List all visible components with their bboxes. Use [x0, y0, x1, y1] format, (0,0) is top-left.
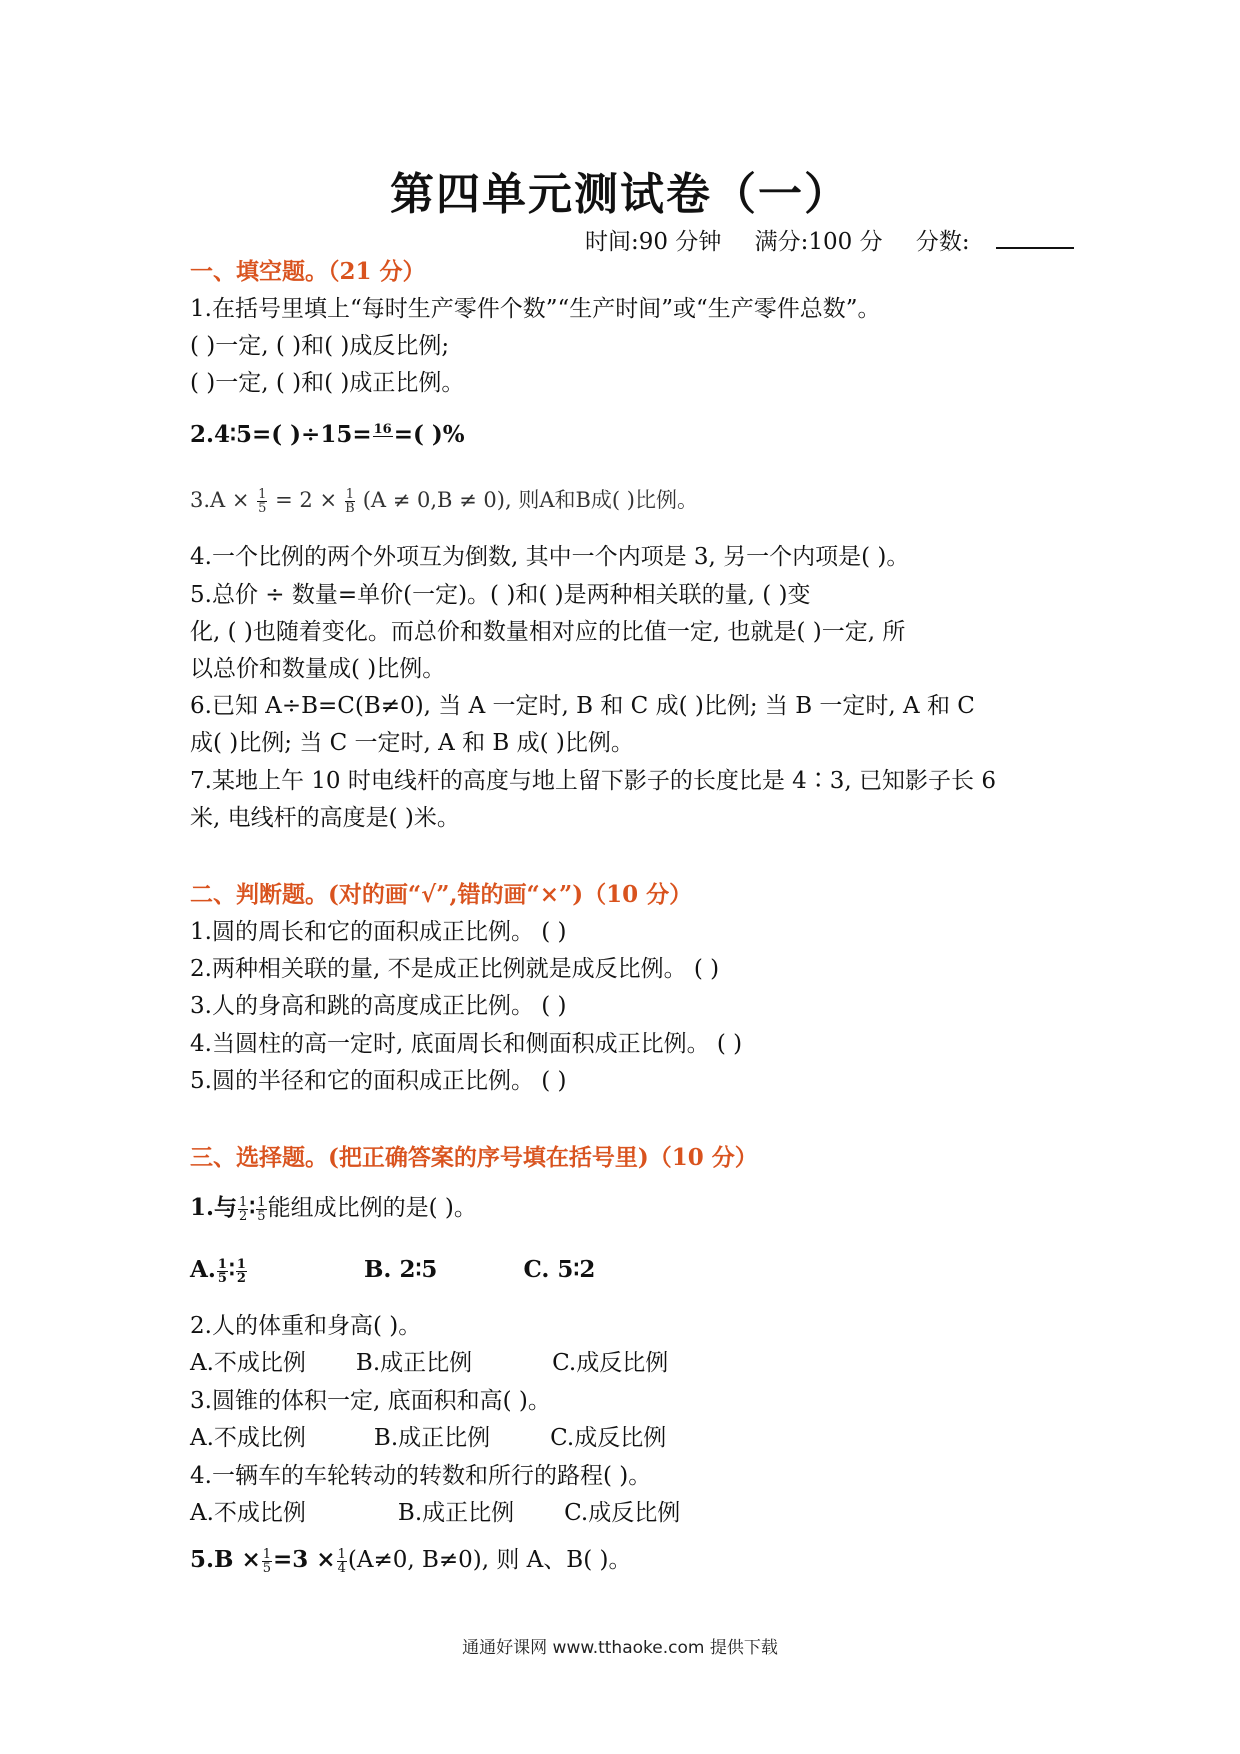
s3-q4-optA: A.不成比例: [190, 1500, 306, 1526]
s2-item: 5.圆的半径和它的面积成正比例。 ( ): [190, 1068, 567, 1094]
exam-score-label: 分数:: [915, 229, 970, 255]
s1-q3-b: = 2 ×: [275, 488, 338, 512]
score-blank: [996, 227, 1074, 249]
s3-q1-optA-frac1-num: 1: [217, 1256, 227, 1272]
s2-item: 1.圆的周长和它的面积成正比例。 ( ): [190, 919, 567, 945]
s1-q2: [190, 420, 465, 450]
s3-q2-optB: B.成正比例: [355, 1350, 473, 1376]
s3-q1-optA-frac1-den: 5: [217, 1270, 227, 1286]
page-title: 第四单元测试卷（一）: [390, 169, 850, 220]
s3-q1: [190, 1193, 477, 1223]
s1-q5-l3: 以总价和数量成( )比例。: [190, 656, 446, 682]
s1-q7-l2: 米, 电线杆的高度是( )米。: [190, 805, 460, 831]
s1-q3-frac2: [345, 488, 355, 515]
s3-q1-frac1-den: 2: [239, 1208, 248, 1224]
s3-q1-frac2-num: 1: [257, 1194, 266, 1210]
s1-q2-post: =( )%: [393, 421, 465, 448]
section1-heading: 一、填空题。（21 分）: [190, 258, 426, 285]
s1-q2-fraction: [373, 423, 393, 450]
s3-q5-mid: =3 ×: [273, 1546, 336, 1573]
s1-q4: 4.一个比例的两个外项互为倒数, 其中一个内项是 3, 另一个内项是( )。: [190, 544, 910, 570]
s3-q5-frac2: [337, 1548, 347, 1575]
exam-full-score: 满分:100 分: [754, 229, 883, 255]
s1-q6-l1: 6.已知 A÷B=C(B≠0), 当 A 一定时, B 和 C 成( )比例; 当 B 一定时, A 和 C: [190, 693, 975, 719]
s3-q4-options: [190, 1498, 680, 1528]
s3-q4-optC: C.成反比例: [564, 1500, 681, 1526]
s3-q1-frac2: [256, 1196, 266, 1223]
s1-q1-line2: ( )一定, ( )和( )成正比例。: [190, 370, 465, 396]
s1-q3-frac2-num: 1: [345, 487, 355, 502]
exam-time: 时间:90 分钟: [585, 229, 722, 255]
s2-item: 2.两种相关联的量, 不是成正比例就是成反比例。 ( ): [190, 956, 720, 982]
s1-q6-l2: 成( )比例; 当 C 一定时, A 和 B 成( )比例。: [190, 730, 634, 756]
s3-q5-frac2-den: 4: [337, 1560, 346, 1576]
s3-q2-optC: C.成反比例: [552, 1350, 669, 1376]
s1-q3-frac2-den: B: [345, 501, 355, 516]
s3-q5-post: (A≠0, B≠0), 则 A、B( )。: [347, 1547, 632, 1573]
s3-q4-optB: B.成正比例: [397, 1500, 515, 1526]
s1-q3-frac1-num: 1: [258, 487, 267, 502]
s3-q4: 4.一辆车的车轮转动的转数和所行的路程( )。: [190, 1463, 652, 1489]
exam-meta: [585, 223, 1074, 256]
s3-q1-optB: B. 2∶5: [363, 1256, 438, 1283]
s1-q3-frac1-den: 5: [258, 501, 267, 516]
s3-q5-frac1: [262, 1548, 272, 1575]
s3-q3-optA: A.不成比例: [190, 1425, 306, 1451]
section2-heading: 二、判断题。(对的画“√”,错的画“×”)（10 分）: [190, 881, 693, 908]
s3-q5: [190, 1545, 631, 1575]
s3-q3-optC: C.成反比例: [550, 1425, 667, 1451]
s3-q3: 3.圆锥的体积一定, 底面积和高( )。: [190, 1388, 551, 1414]
s3-q1-frac2-den: 5: [257, 1208, 266, 1224]
s1-q2-frac-num: 16: [373, 421, 392, 437]
s1-q2-frac-den: [373, 437, 393, 450]
s3-q5-frac2-num: 1: [337, 1546, 346, 1562]
s3-q1-pre: 1.与: [190, 1194, 238, 1221]
s1-q3: [190, 485, 698, 515]
section3-heading: 三、选择题。(把正确答案的序号填在括号里)（10 分）: [190, 1144, 758, 1171]
s3-q1-optA-colon: ∶: [228, 1256, 235, 1283]
s1-q3-frac1: [257, 488, 267, 515]
s2-item: 3.人的身高和跳的高度成正比例。 ( ): [190, 993, 567, 1019]
s1-q7-l1: 7.某地上午 10 时电线杆的高度与地上留下影子的长度比是 4∶3, 已知影子长 6: [190, 768, 996, 794]
s3-q1-optA-frac2: [236, 1258, 247, 1285]
s1-q1: 1.在括号里填上“每时生产零件个数”“生产时间”或“生产零件总数”。: [190, 296, 881, 322]
s3-q1-options: [190, 1255, 595, 1285]
s3-q5-frac1-num: 1: [262, 1546, 272, 1562]
s3-q1-post: 能组成比例的是( )。: [267, 1195, 477, 1221]
page-footer: 通通好课网 www.tthaoke.com 提供下载: [462, 1638, 778, 1658]
s3-q3-options: [190, 1423, 666, 1453]
s1-q3-a: 3.A ×: [190, 488, 250, 512]
s3-q1-frac1: [238, 1196, 248, 1223]
s3-q1-optA-frac2-den: 2: [236, 1270, 246, 1286]
s3-q2-optA: A.不成比例: [190, 1350, 306, 1376]
s3-q1-optA-label: A.: [190, 1256, 216, 1283]
s3-q1-optA-frac2-num: 1: [236, 1256, 246, 1272]
s1-q5-l1: 5.总价 ÷ 数量=单价(一定)。( )和( )是两种相关联的量, ( )变: [190, 582, 811, 608]
s3-q1-frac1-num: 1: [239, 1194, 248, 1210]
s2-item: 4.当圆柱的高一定时, 底面周长和侧面积成正比例。 ( ): [190, 1031, 743, 1057]
s1-q2-pre: 2.4∶5=( )÷15=: [190, 421, 372, 448]
s3-q2-options: [190, 1348, 668, 1378]
s3-q1-optA-frac1: [217, 1258, 228, 1285]
s3-q1-colon: ∶: [249, 1194, 256, 1221]
s3-q1-optC: C. 5∶2: [523, 1256, 596, 1283]
s3-q2: 2.人的体重和身高( )。: [190, 1313, 422, 1339]
s1-q3-c: (A ≠ 0,B ≠ 0), 则A和B成( )比例。: [362, 488, 698, 512]
s3-q1-optA: [190, 1256, 248, 1286]
s1-q1-line1: ( )一定, ( )和( )成反比例;: [190, 333, 450, 359]
s3-q5-pre: 5.B ×: [190, 1546, 261, 1573]
s3-q5-frac1-den: 5: [262, 1560, 272, 1576]
s1-q5-l2: 化, ( )也随着变化。而总价和数量相对应的比值一定, 也就是( )一定, 所: [190, 619, 906, 645]
s3-q3-optB: B.成正比例: [373, 1425, 491, 1451]
